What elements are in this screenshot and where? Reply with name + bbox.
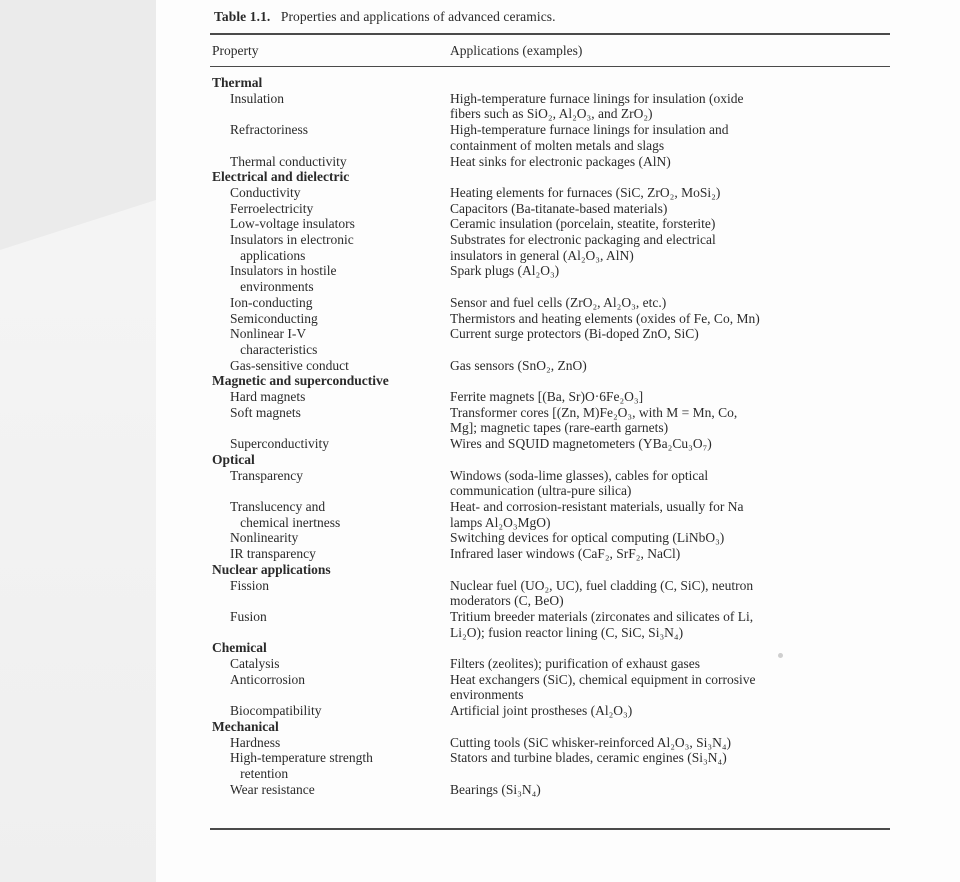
application-cell: [450, 766, 892, 782]
document-page: [156, 0, 960, 882]
property-cell: Nonlinear I-V: [230, 326, 307, 342]
table-row: [212, 687, 892, 703]
table-row: [212, 703, 892, 719]
table-row: [212, 436, 892, 452]
table-row: [212, 279, 892, 295]
application-cell: High-temperature furnace linings for insulation (oxide: [450, 90, 744, 106]
category-label: Electrical and dielectric: [212, 169, 350, 185]
application-cell: High-temperature furnace linings for insulation and: [450, 122, 729, 138]
table-row: [212, 122, 892, 138]
table-row: [212, 248, 892, 264]
table-row: [212, 326, 892, 342]
table-row: [212, 201, 892, 217]
table-row: [212, 593, 892, 609]
application-cell: Tritium breeder materials (zirconates and silicates of Li,: [450, 608, 754, 624]
property-cell: Insulation: [230, 90, 284, 106]
application-cell: Windows (soda-lime glasses), cables for optical: [450, 467, 709, 483]
category-label: Mechanical: [212, 718, 279, 734]
property-cell: chemical inertness: [230, 514, 341, 530]
application-cell: communication (ultra-pure silica): [450, 483, 632, 499]
application-cell: Filters (zeolites); purification of exhaust gases: [450, 656, 701, 672]
property-cell: Low-voltage insulators: [230, 216, 355, 232]
application-cell: insulators in general (Al₂O₃, AlN): [450, 247, 634, 263]
property-cell: environments: [230, 279, 314, 295]
category-row: [212, 169, 892, 185]
property-cell: Nonlinearity: [230, 530, 299, 546]
category-row: [212, 640, 892, 656]
application-cell: lamps Al₂O₃MgO): [450, 514, 551, 530]
application-cell: Nuclear fuel (UO₂, UC), fuel cladding (C, SiC), neutron: [450, 577, 754, 593]
property-cell: [212, 106, 450, 122]
property-cell: Ion-conducting: [230, 294, 313, 310]
property-cell: Translucency and: [230, 498, 326, 514]
category-label: Nuclear applications: [212, 561, 331, 577]
table-row: [212, 342, 892, 358]
application-cell: Bearings (Si₃N₄): [450, 781, 541, 797]
property-cell: Fusion: [230, 608, 267, 624]
table-caption-label: Table 1.1.: [214, 9, 271, 24]
property-cell: High-temperature strength: [230, 750, 373, 766]
property-cell: retention: [230, 765, 289, 781]
application-cell: [450, 342, 892, 358]
application-cell: Infrared laser windows (CaF₂, SrF₂, NaCl): [450, 546, 681, 562]
application-cell: Substrates for electronic packaging and electrical: [450, 232, 716, 248]
table-row: [212, 420, 892, 436]
table-top-rule: [210, 33, 890, 35]
category-row: [212, 562, 892, 578]
table-row: [212, 499, 892, 515]
table-caption: [214, 9, 556, 25]
application-cell: Current surge protectors (Bi-doped ZnO, SiC): [450, 326, 699, 342]
property-cell: Refractoriness: [230, 122, 308, 138]
application-cell: Thermistors and heating elements (oxides of Fe, Co, Mn): [450, 310, 760, 326]
application-cell: moderators (C, BeO): [450, 593, 564, 609]
property-cell: Transparency: [230, 467, 303, 483]
table-body: [212, 75, 892, 797]
property-cell: Catalysis: [230, 656, 280, 672]
application-cell: Heating elements for furnaces (SiC, ZrO₂, MoSi₂): [450, 184, 721, 200]
property-cell: Hardness: [230, 734, 281, 750]
table-header-rule: [210, 66, 890, 67]
property-cell: [212, 420, 450, 436]
table-row: [212, 578, 892, 594]
table-row: [212, 185, 892, 201]
property-cell: Ferroelectricity: [230, 200, 314, 216]
table-bottom-rule: [210, 828, 890, 830]
table-row: [212, 232, 892, 248]
property-cell: characteristics: [230, 341, 318, 357]
category-label: Chemical: [212, 640, 267, 656]
application-cell: Gas sensors (SnO₂, ZnO): [450, 357, 587, 373]
table-row: [212, 483, 892, 499]
property-cell: Thermal conductivity: [230, 153, 347, 169]
application-cell: fibers such as SiO₂, Al₂O₃, and ZrO₂): [450, 106, 653, 122]
application-cell: Stators and turbine blades, ceramic engines (Si₃N₄): [450, 750, 727, 766]
property-cell: [212, 593, 450, 609]
property-cell: applications: [230, 247, 306, 263]
application-cell: Cutting tools (SiC whisker-reinforced Al₂O₃, Si₃N₄): [450, 734, 732, 750]
table-row: [212, 546, 892, 562]
table-row: [212, 216, 892, 232]
property-cell: Gas-sensitive conduct: [230, 357, 349, 373]
property-cell: Fission: [230, 577, 270, 593]
column-header-applications: Applications (examples): [450, 43, 583, 58]
property-cell: Hard magnets: [230, 389, 306, 405]
table-row: [212, 766, 892, 782]
category-label: Magnetic and superconductive: [212, 373, 389, 389]
category-label: Optical: [212, 451, 255, 467]
application-cell: Artificial joint prostheses (Al₂O₃): [450, 703, 633, 719]
application-cell: Spark plugs (Al₂O₃): [450, 263, 560, 279]
table-row: [212, 530, 892, 546]
application-cell: [450, 279, 892, 295]
property-cell: Wear resistance: [230, 781, 315, 797]
table-row: [212, 106, 892, 122]
table-row: [212, 154, 892, 170]
application-cell: Switching devices for optical computing (LiNbO₃): [450, 530, 725, 546]
property-cell: Insulators in electronic: [230, 232, 354, 248]
table-row: [212, 91, 892, 107]
table-caption-text: Properties and applications of advanced ceramics.: [280, 9, 556, 24]
category-row: [212, 719, 892, 735]
table-row: [212, 311, 892, 327]
category-label: Thermal: [212, 75, 263, 90]
table-row: [212, 782, 892, 798]
column-header-property: Property: [212, 43, 259, 58]
table-row: [212, 358, 892, 374]
table-row: [212, 468, 892, 484]
table-row: [212, 405, 892, 421]
application-cell: Mg]; magnetic tapes (rare-earth garnets): [450, 420, 669, 436]
property-cell: Semiconducting: [230, 310, 318, 326]
category-row: [212, 452, 892, 468]
application-cell: Capacitors (Ba-titanate-based materials): [450, 200, 668, 216]
application-cell: Transformer cores [(Zn, M)Fe₂O₃, with M = Mn, Co,: [450, 404, 738, 420]
table-row: [212, 625, 892, 641]
print-speck: [778, 653, 783, 658]
property-cell: Insulators in hostile: [230, 263, 337, 279]
application-cell: Sensor and fuel cells (ZrO₂, Al₂O₃, etc.): [450, 294, 667, 310]
property-cell: Anticorrosion: [230, 671, 305, 687]
category-row: [212, 75, 892, 91]
property-cell: Soft magnets: [230, 404, 301, 420]
table-row: [212, 389, 892, 405]
application-cell: Wires and SQUID magnetometers (YBa₂Cu₃O₇): [450, 436, 712, 452]
application-cell: environments: [450, 687, 524, 703]
table-row: [212, 138, 892, 154]
table-row: [212, 295, 892, 311]
property-cell: [212, 625, 450, 641]
category-row: [212, 373, 892, 389]
table-row: [212, 515, 892, 531]
application-cell: containment of molten metals and slags: [450, 137, 665, 153]
application-cell: Ceramic insulation (porcelain, steatite, forsterite): [450, 216, 716, 232]
property-cell: [212, 138, 450, 154]
application-cell: Ferrite magnets [(Ba, Sr)O·6Fe₂O₃]: [450, 389, 644, 405]
property-cell: Conductivity: [230, 184, 301, 200]
table-row: [212, 263, 892, 279]
property-cell: Superconductivity: [230, 436, 329, 452]
table-row: [212, 656, 892, 672]
application-cell: Li₂O); fusion reactor lining (C, SiC, Si₃N₄): [450, 624, 684, 640]
property-cell: Biocompatibility: [230, 703, 322, 719]
application-cell: Heat sinks for electronic packages (AlN): [450, 153, 671, 169]
table-row: [212, 672, 892, 688]
application-cell: Heat- and corrosion-resistant materials, usually for Na: [450, 498, 744, 514]
table-row: [212, 750, 892, 766]
property-cell: [212, 483, 450, 499]
property-cell: [212, 687, 450, 703]
property-cell: IR transparency: [230, 546, 316, 562]
table-row: [212, 735, 892, 751]
application-cell: Heat exchangers (SiC), chemical equipment in corrosive: [450, 671, 756, 687]
table-row: [212, 609, 892, 625]
